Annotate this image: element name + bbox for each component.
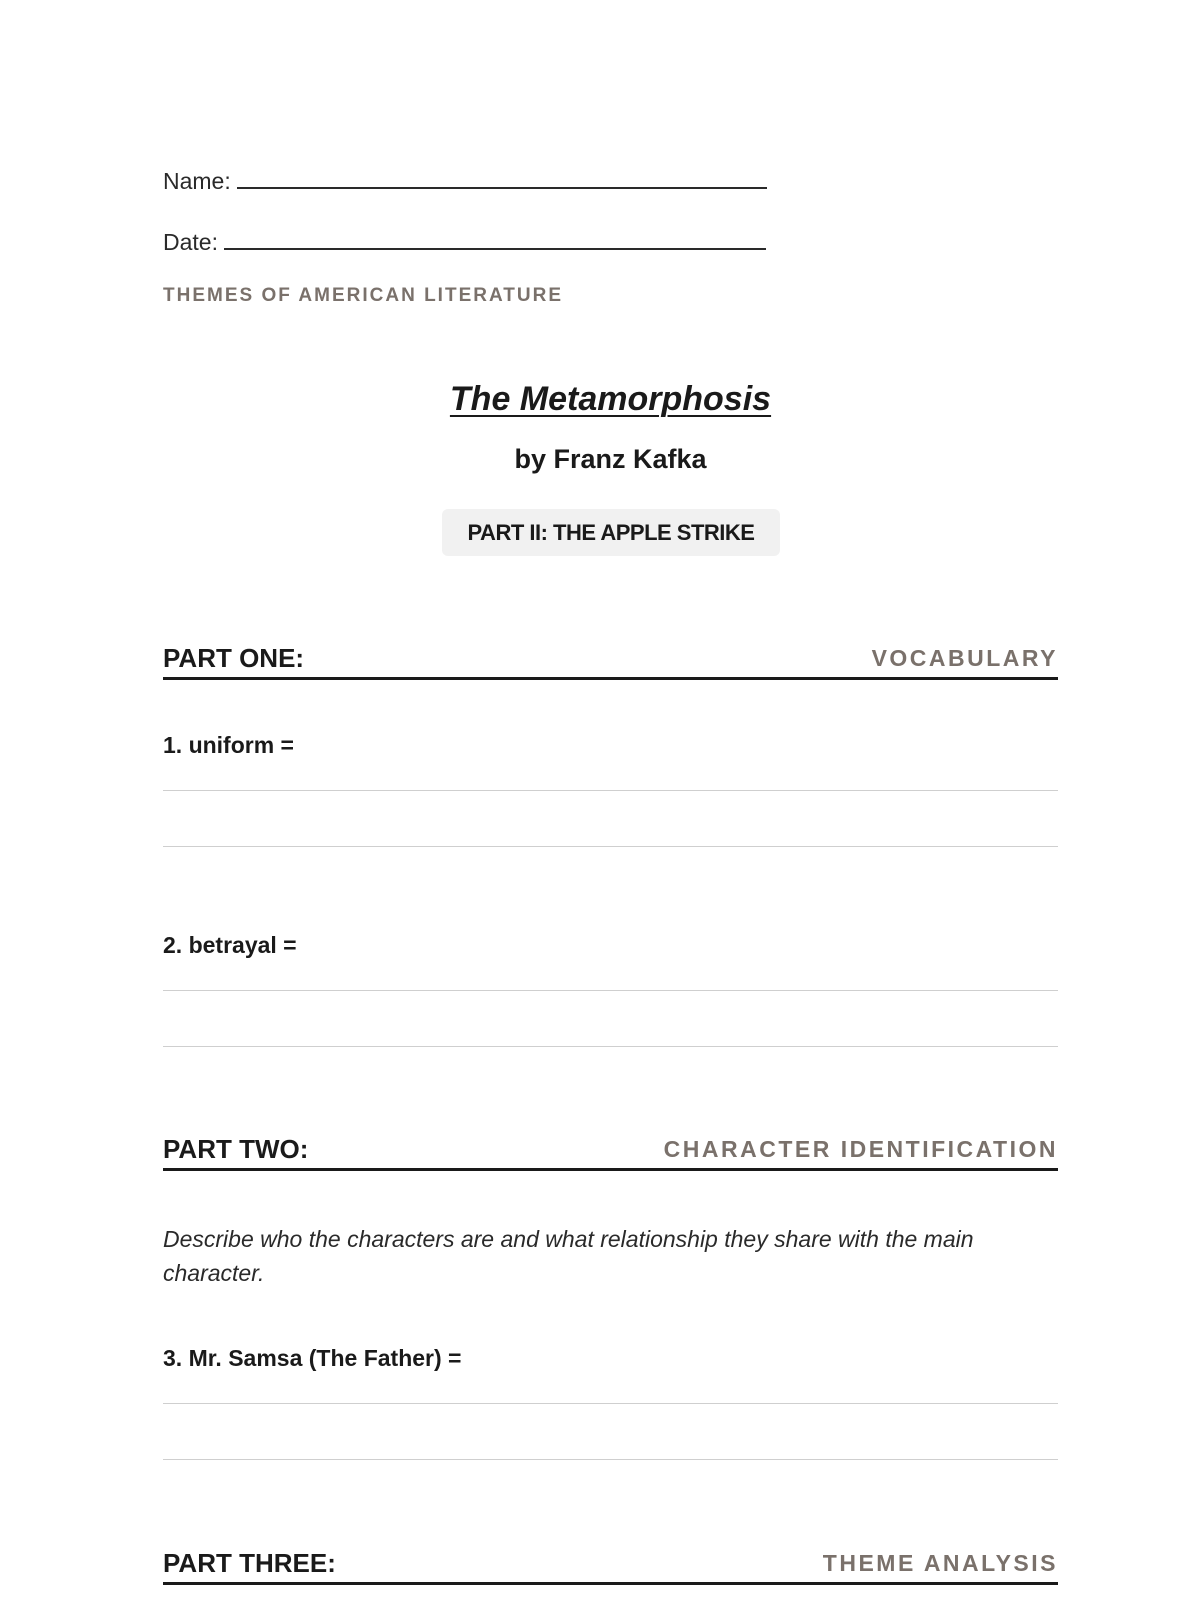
section-number: PART TWO:: [163, 1134, 309, 1164]
name-field: [163, 165, 767, 195]
course-name: THEMES OF AMERICAN LITERATURE: [163, 285, 563, 306]
date-field: [163, 226, 766, 256]
date-blank[interactable]: [224, 226, 766, 250]
section-header-theme-analysis: [163, 1548, 1058, 1585]
section-header-vocabulary: [163, 643, 1058, 680]
worksheet-page: [163, 0, 1058, 1600]
section-header-character-identification: [163, 1134, 1058, 1171]
name-blank[interactable]: [237, 165, 767, 189]
answer-line[interactable]: [163, 990, 1058, 991]
part-badge: PART II: THE APPLE STRIKE: [442, 509, 780, 556]
section-number: PART THREE:: [163, 1548, 336, 1578]
question-betrayal: 2. betrayal =: [163, 932, 297, 958]
work-author: by Franz Kafka: [514, 444, 707, 474]
question-mr-samsa: 3. Mr. Samsa (The Father) =: [163, 1345, 462, 1371]
section-topic: THEME ANALYSIS: [822, 1550, 1058, 1576]
answer-line[interactable]: [163, 846, 1058, 847]
section-number: PART ONE:: [163, 643, 305, 673]
work-title: The Metamorphosis: [449, 380, 772, 418]
date-label: Date:: [163, 229, 218, 255]
question-uniform: 1. uniform =: [163, 732, 294, 758]
name-label: Name:: [163, 168, 231, 194]
answer-line[interactable]: [163, 1459, 1058, 1460]
answer-line[interactable]: [163, 1046, 1058, 1047]
section-instructions: Describe who the characters are and what relationship they share with the main character.: [163, 1226, 974, 1286]
answer-line[interactable]: [163, 790, 1058, 791]
section-topic: VOCABULARY: [871, 645, 1058, 671]
answer-line[interactable]: [163, 1403, 1058, 1404]
section-topic: CHARACTER IDENTIFICATION: [663, 1136, 1058, 1162]
